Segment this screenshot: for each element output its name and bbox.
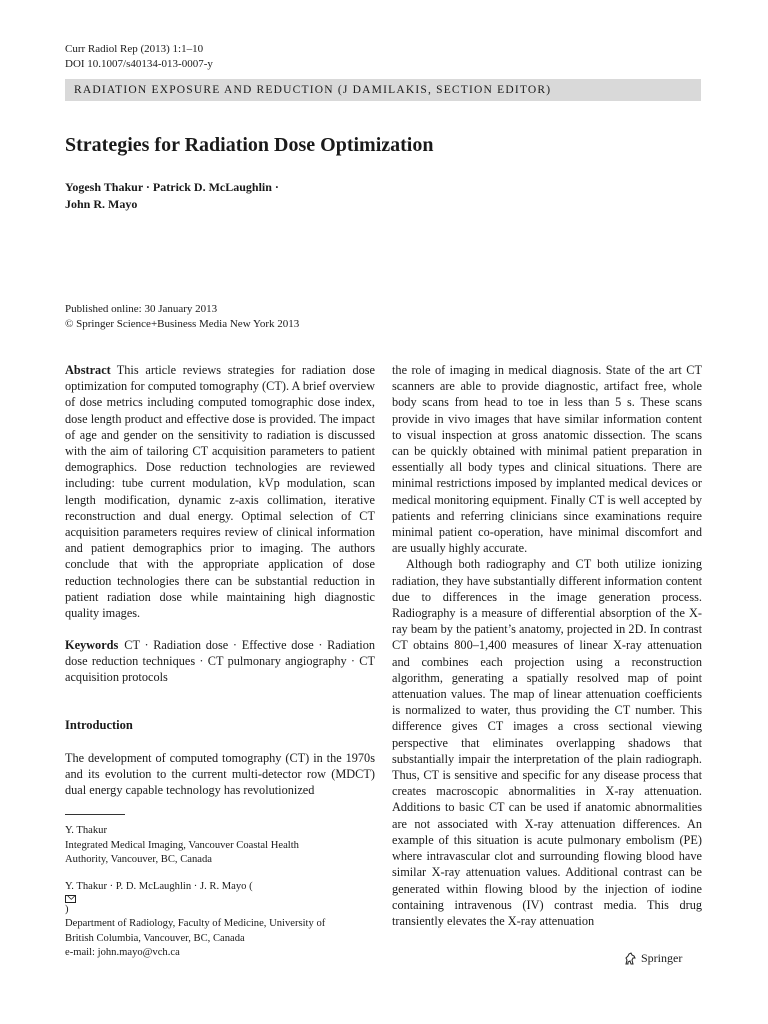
affiliation-1-line-2: Authority, Vancouver, BC, Canada: [65, 854, 212, 865]
right-column: [392, 362, 702, 932]
introduction-heading: Introduction: [65, 718, 133, 732]
introduction-paragraph: The development of computed tomography (CT) in the 1970s and its evolution to the current multi-detector row (MDCT) dual energy capable technology has revolutionized: [65, 751, 375, 798]
abstract: [65, 362, 375, 621]
affiliation-2: [65, 880, 325, 961]
springer-horse-icon: [623, 952, 637, 966]
authors-line-1: Yogesh Thakur · Patrick D. McLaughlin ·: [65, 180, 279, 194]
footnote-divider: [65, 814, 125, 815]
abstract-label: Abstract: [65, 363, 111, 377]
authors-line-2: John R. Mayo: [65, 197, 138, 211]
publisher-logo: [623, 951, 682, 966]
corresponding-email[interactable]: e-mail: john.mayo@vch.ca: [65, 947, 180, 958]
publisher-name: Springer: [641, 951, 683, 965]
affiliation-2-names: Y. Thakur · P. D. McLaughlin · J. R. Mayo ( ): [65, 881, 253, 915]
affiliation-1-name: Y. Thakur: [65, 825, 107, 836]
affiliation-2-line-2: British Columbia, Vancouver, BC, Canada: [65, 932, 245, 944]
affiliation-1-line-1: Integrated Medical Imaging, Vancouver Coastal Health: [65, 839, 299, 851]
envelope-icon: [65, 895, 76, 903]
keywords-label: Keywords: [65, 638, 119, 652]
right-paragraph-2: Although both radiography and CT both utilize ionizing radiation, they have substantially different information content due to differences in the image generation process. Radiography is a measure of differential absorption of the X-ray beam by the patient’s anatomy, projected in 2D. In contrast CT obtains 800–1,400 measures of linear X-ray attenuation and combines each projection using a reconstruction algorithm, generating a spatially resolved map of point attenuation values. The map of linear attenuation coefficients is normalized to water, thus providing the CT number. This difference gives CT images a cross sectional viewing perspective that eliminates overlapping shadows that substantially impair the interpretation of the plain radiograph. Thus, CT is sensitive and specific for any disease process that creates macroscopic abnormalities in X-ray attenuation. Additions to basic CT can be used if anatomic abnormalities are not associated with X-ray attenuation differences. An example of this situation is acute pulmonary embolism (PE) where intravascular clot and surrounding flowing blood have similar X-ray attenuation values. Additional contrast can be generated within flowing blood by the injection of iodine containing intravenous (IV) contrast media. This drug transiently elevates the X-ray attenuation: [392, 557, 702, 928]
publication-info: [65, 302, 299, 332]
abstract-text: This article reviews strategies for radiation dose optimization for computed tomography (CT). A brief overview of dose metrics including computed tomographic dose index, dose length product and effective dose is provided. The impact of age and gender on the sensitivity to radiation is discussed with the aim of tailoring CT acquisition parameters to patient demographics. Dose reduction technologies are reviewed including: tube current modulation, kVp modulation, scan length modification, dynamic z-axis collimation, iterative reconstruction and dual energy. Optimal selection of CT acquisition parameters requires review of clinical information and patient demographics prior to imaging. The authors conclude that with the appropriate application of dose reduction technologies there can be substantial reduction in patient radiation dose while maintaining high diagnostic quality images.: [65, 363, 375, 621]
published-date: Published online: 30 January 2013: [65, 303, 218, 315]
author-list: [65, 179, 279, 213]
keywords: [65, 637, 375, 686]
copyright: © Springer Science+Business Media New York 2013: [65, 318, 300, 330]
right-paragraph-1: the role of imaging in medical diagnosis. State of the art CT scanners are able to provide diagnostic, artifact free, whole body scans from head to toe in less than 5 s. These scans provide in vivo images that have similar information content to visual inspection at gross anatomic dissection. The scans can be quickly obtained with minimal patient preparation in essentially all body types and clinical situations. There are minimal restrictions imposed by implanted medical devices or medical monitoring equipment. Finally CT is well accepted by patients and referring clinicians since examinations require minimal patient co-operation, have minimal discomfort and are usually highly accurate.: [392, 363, 702, 556]
section-banner: RADIATION EXPOSURE AND REDUCTION (J DAMILAKIS, SECTION EDITOR): [65, 79, 701, 101]
article-title: Strategies for Radiation Dose Optimization: [65, 134, 434, 156]
affiliation-2-line-1: Department of Radiology, Faculty of Medicine, University of: [65, 918, 326, 929]
journal-citation: Curr Radiol Rep (2013) 1:1–10: [65, 43, 204, 55]
affiliation-1: [65, 824, 299, 868]
doi: DOI 10.1007/s40134-013-0007-y: [65, 58, 213, 70]
keywords-text: CT · Radiation dose · Effective dose · Radiation dose reduction techniques · CT pulmonary angiography · CT acquisition protocols: [65, 638, 375, 685]
